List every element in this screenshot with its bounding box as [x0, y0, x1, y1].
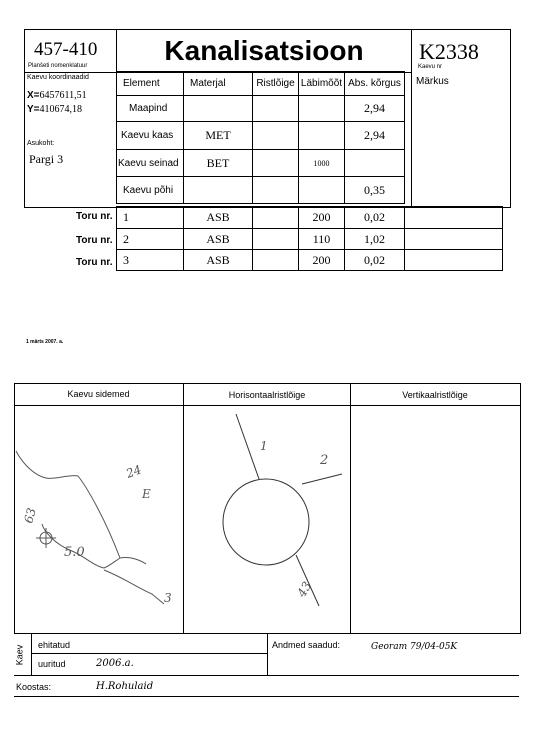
col-element: Element	[117, 72, 184, 96]
pipe-remark	[405, 207, 503, 229]
footer-vertical-divider	[267, 633, 268, 675]
remarks-header: Märkus	[416, 76, 449, 87]
sheet-caption: Planšeti nomenklatuur	[28, 63, 88, 69]
row-diameter	[299, 122, 345, 150]
pipe-number: 3	[117, 250, 184, 271]
pipe-material: ASB	[184, 229, 253, 250]
col-horizontal-title: Horisontaalristlõige	[228, 390, 306, 400]
coords-block	[24, 72, 116, 206]
row-height	[345, 150, 405, 177]
row-diameter	[299, 96, 345, 122]
data-source-value: Georam 79/04-05K	[371, 642, 458, 652]
row-height: 2,94	[345, 96, 405, 122]
row-cross	[253, 150, 299, 177]
sketch1-label-3: 3	[164, 591, 172, 605]
col-vertical-title: Vertikaalristlõige	[402, 390, 468, 400]
element-table	[116, 71, 405, 204]
connections-sketch	[14, 406, 183, 632]
pipe-height: 1,02	[345, 229, 405, 250]
footer-side-divider	[31, 633, 32, 675]
row-cross	[253, 122, 299, 150]
row-material	[184, 96, 253, 122]
well-id-cell	[412, 29, 509, 72]
author-label: Koostas:	[16, 682, 52, 692]
pipe-label-2: Toru nr.	[76, 235, 113, 246]
sheet-number: 457-410	[34, 39, 98, 60]
location-label: Asukoht:	[27, 140, 55, 147]
built-label: ehitatud	[38, 640, 71, 650]
pipe-height: 0,02	[345, 207, 405, 229]
sketch1-label-50: 5.0	[64, 545, 85, 560]
location-value: Pargi 3	[29, 152, 64, 166]
title-cell	[117, 29, 412, 73]
page-title: Kanalisatsioon	[164, 35, 364, 66]
data-source-label: Andmed saadud:	[272, 640, 341, 650]
well-caption: Kaevu nr	[418, 64, 443, 70]
pipe-label-3: Toru nr.	[76, 257, 113, 268]
pipe-cross	[253, 229, 299, 250]
pipe-height: 0,02	[345, 250, 405, 271]
col-connections-title: Kaevu sidemed	[67, 389, 130, 399]
col-diameter: Läbimõõt	[299, 72, 345, 96]
col-abs-height: Abs. kõrgus	[345, 72, 405, 96]
drawing-col-divider-2	[350, 383, 351, 633]
coords-label: Kaevu koordinaadid	[27, 74, 89, 81]
sketch1-label-63: 63	[21, 506, 39, 525]
pipe-diameter: 110	[299, 229, 345, 250]
well-circle	[223, 479, 309, 565]
pipe-diameter: 200	[299, 250, 345, 271]
measured-label: uuritud	[38, 659, 66, 669]
footer-mid-line	[31, 653, 267, 654]
author-value: H.Rohulaid	[96, 681, 154, 692]
pipe-1-line	[236, 414, 259, 479]
pipe-2-line	[302, 474, 342, 484]
pipe-diameter: 200	[299, 207, 345, 229]
x-value: 6457611,51	[39, 90, 87, 101]
sheet-number-cell	[24, 29, 117, 73]
measured-value: 2006.a.	[96, 658, 134, 669]
sketch-leader	[120, 557, 146, 564]
x-label: X=	[27, 90, 40, 101]
pipe-table	[116, 206, 503, 271]
footer-side-label: Kaev	[14, 644, 25, 666]
well-id: K2338	[419, 39, 479, 64]
pipe-3-line	[296, 555, 319, 606]
y-value: 410674,18	[39, 104, 83, 115]
row-cross	[253, 177, 299, 204]
sketch2-label-2: 2	[320, 453, 329, 468]
row-cross	[253, 96, 299, 122]
y-coordinate	[27, 104, 82, 115]
row-element: Kaevu põhi	[117, 177, 184, 204]
sketch1-label-24: 24	[124, 462, 144, 481]
row-diameter: 1000	[299, 150, 345, 177]
sketch1-label-e: E	[142, 487, 151, 501]
date-note: 1 märts 2007. a.	[26, 339, 64, 345]
sketch2-label-1: 1	[260, 439, 268, 453]
sketch2-label-3: 43	[294, 579, 315, 600]
row-element: Maapind	[117, 96, 184, 122]
pipe-cross	[253, 250, 299, 271]
pipe-material: ASB	[184, 250, 253, 271]
remarks-divider	[411, 29, 412, 206]
pipe-number: 1	[117, 207, 184, 229]
author-line	[14, 696, 519, 697]
pipe-material: ASB	[184, 207, 253, 229]
row-diameter	[299, 177, 345, 204]
row-element: Kaevu kaas	[117, 122, 184, 150]
row-material	[184, 177, 253, 204]
col-material: Materjal	[184, 72, 253, 96]
horizontal-section-sketch	[184, 406, 350, 632]
col-cross-section: Ristlõige	[253, 72, 299, 96]
y-label: Y=	[27, 104, 40, 115]
row-material: BET	[184, 150, 253, 177]
sketch-pipe-line	[104, 570, 164, 604]
pipe-number: 2	[117, 229, 184, 250]
pipe-remark	[405, 250, 503, 271]
pipe-label-1: Toru nr.	[76, 211, 113, 222]
row-element: Kaevu seinad	[117, 150, 184, 177]
row-height: 2,94	[345, 122, 405, 150]
row-material: MET	[184, 122, 253, 150]
pipe-remark	[405, 229, 503, 250]
row-height: 0,35	[345, 177, 405, 204]
x-coordinate	[27, 90, 87, 101]
pipe-cross	[253, 207, 299, 229]
